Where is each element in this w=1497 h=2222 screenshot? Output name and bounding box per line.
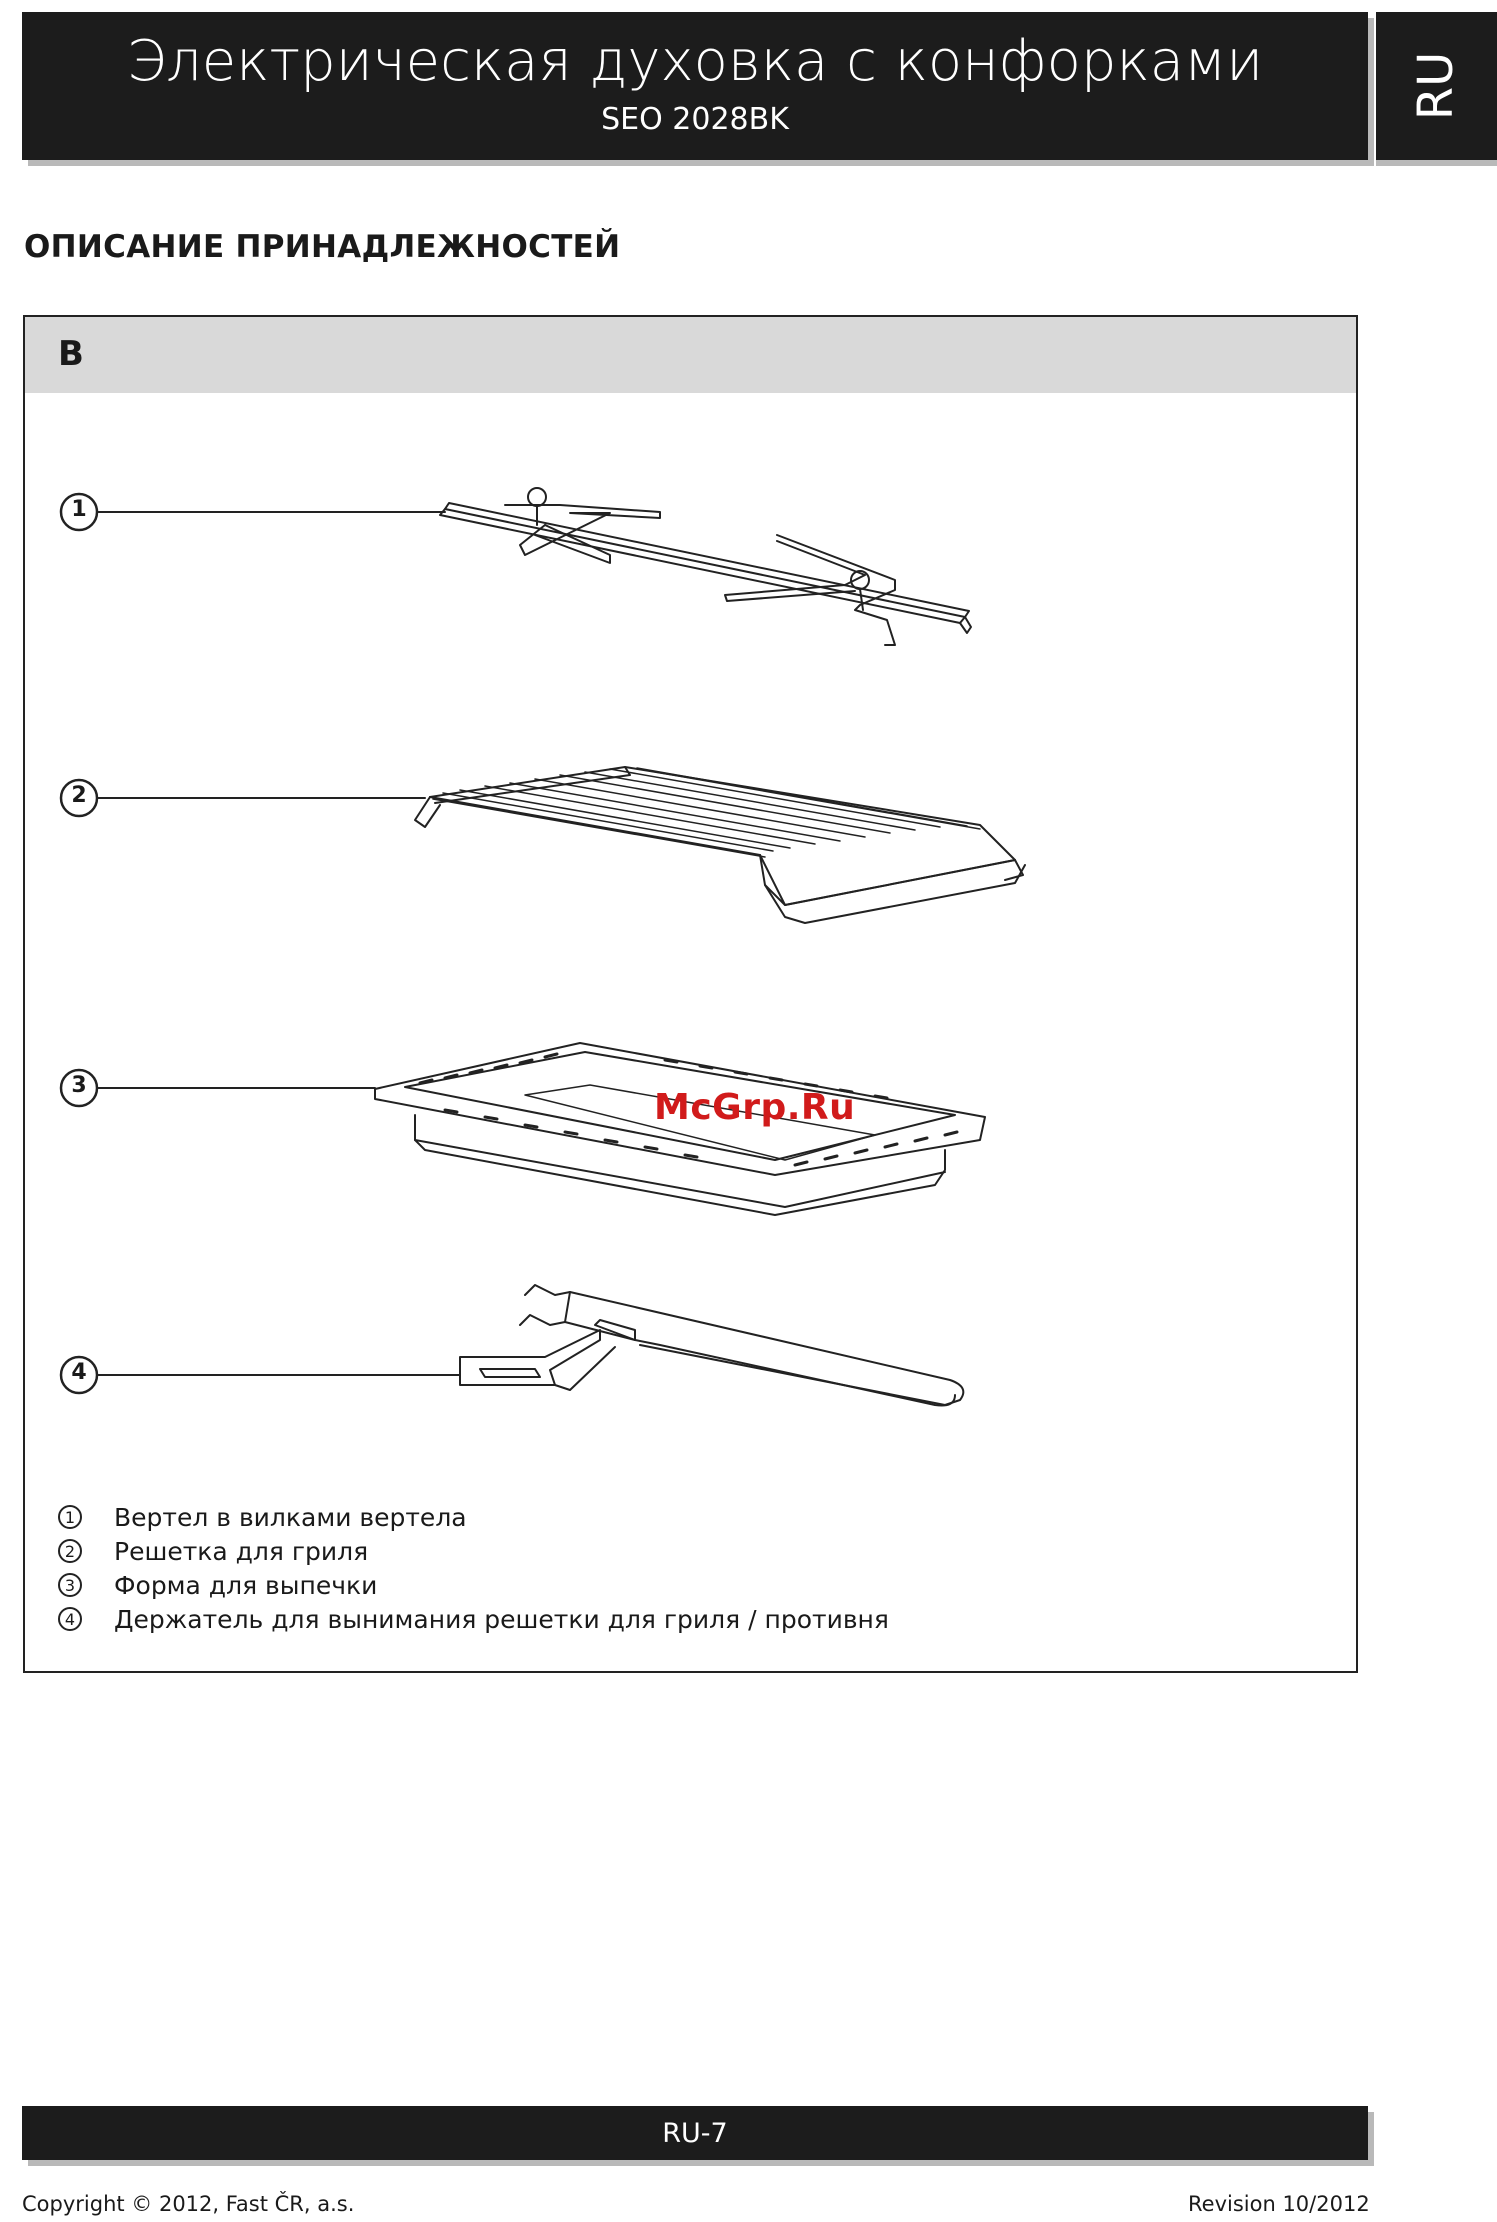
panel-label: B bbox=[58, 334, 84, 374]
callout-2 bbox=[61, 780, 425, 816]
legend-text: Держатель для вынимания решетки для гриля / противня bbox=[114, 1604, 889, 1634]
revision: Revision 10/2012 bbox=[1188, 2192, 1370, 2216]
model-number: SEO 2028BK bbox=[601, 102, 789, 137]
rotisserie-spit-drawing bbox=[440, 488, 971, 645]
legend-item-2 bbox=[58, 1534, 889, 1568]
section-title: ОПИСАНИЕ ПРИНАДЛЕЖНОСТЕЙ bbox=[24, 229, 621, 265]
callout-number-2: 2 bbox=[71, 783, 87, 808]
callout-1 bbox=[61, 494, 445, 530]
grill-rack-drawing bbox=[415, 767, 1025, 923]
language-code: RU bbox=[1408, 51, 1465, 121]
legend-number: 4 bbox=[58, 1607, 82, 1631]
legend-item-4 bbox=[58, 1602, 889, 1636]
legend-item-3 bbox=[58, 1568, 889, 1602]
page-number: RU-7 bbox=[662, 2117, 728, 2149]
legend-number: 3 bbox=[58, 1573, 82, 1597]
legend-number: 1 bbox=[58, 1505, 82, 1529]
legend-number: 2 bbox=[58, 1539, 82, 1563]
language-tab-label bbox=[1376, 12, 1497, 160]
legend-item-1 bbox=[58, 1500, 889, 1534]
watermark: McGrp.Ru bbox=[654, 1087, 856, 1128]
callout-number-1: 1 bbox=[71, 497, 87, 522]
legend-text: Решетка для гриля bbox=[114, 1536, 369, 1566]
panel-header bbox=[25, 317, 1356, 393]
accessories-illustration bbox=[25, 395, 1356, 1475]
callout-number-4: 4 bbox=[71, 1360, 87, 1385]
callout-4 bbox=[61, 1357, 460, 1393]
tray-holder-drawing bbox=[460, 1285, 963, 1406]
callout-3 bbox=[61, 1070, 375, 1106]
legend-text: Вертел в вилками вертела bbox=[114, 1502, 467, 1532]
callout-number-3: 3 bbox=[71, 1073, 87, 1098]
legend-list bbox=[58, 1500, 889, 1636]
baking-tray-drawing bbox=[375, 1043, 985, 1215]
legend-text: Форма для выпечки bbox=[114, 1570, 378, 1600]
document-title: Электрическая духовка с конфорками bbox=[126, 29, 1264, 94]
copyright: Copyright © 2012, Fast ČR, a.s. bbox=[22, 2192, 355, 2216]
